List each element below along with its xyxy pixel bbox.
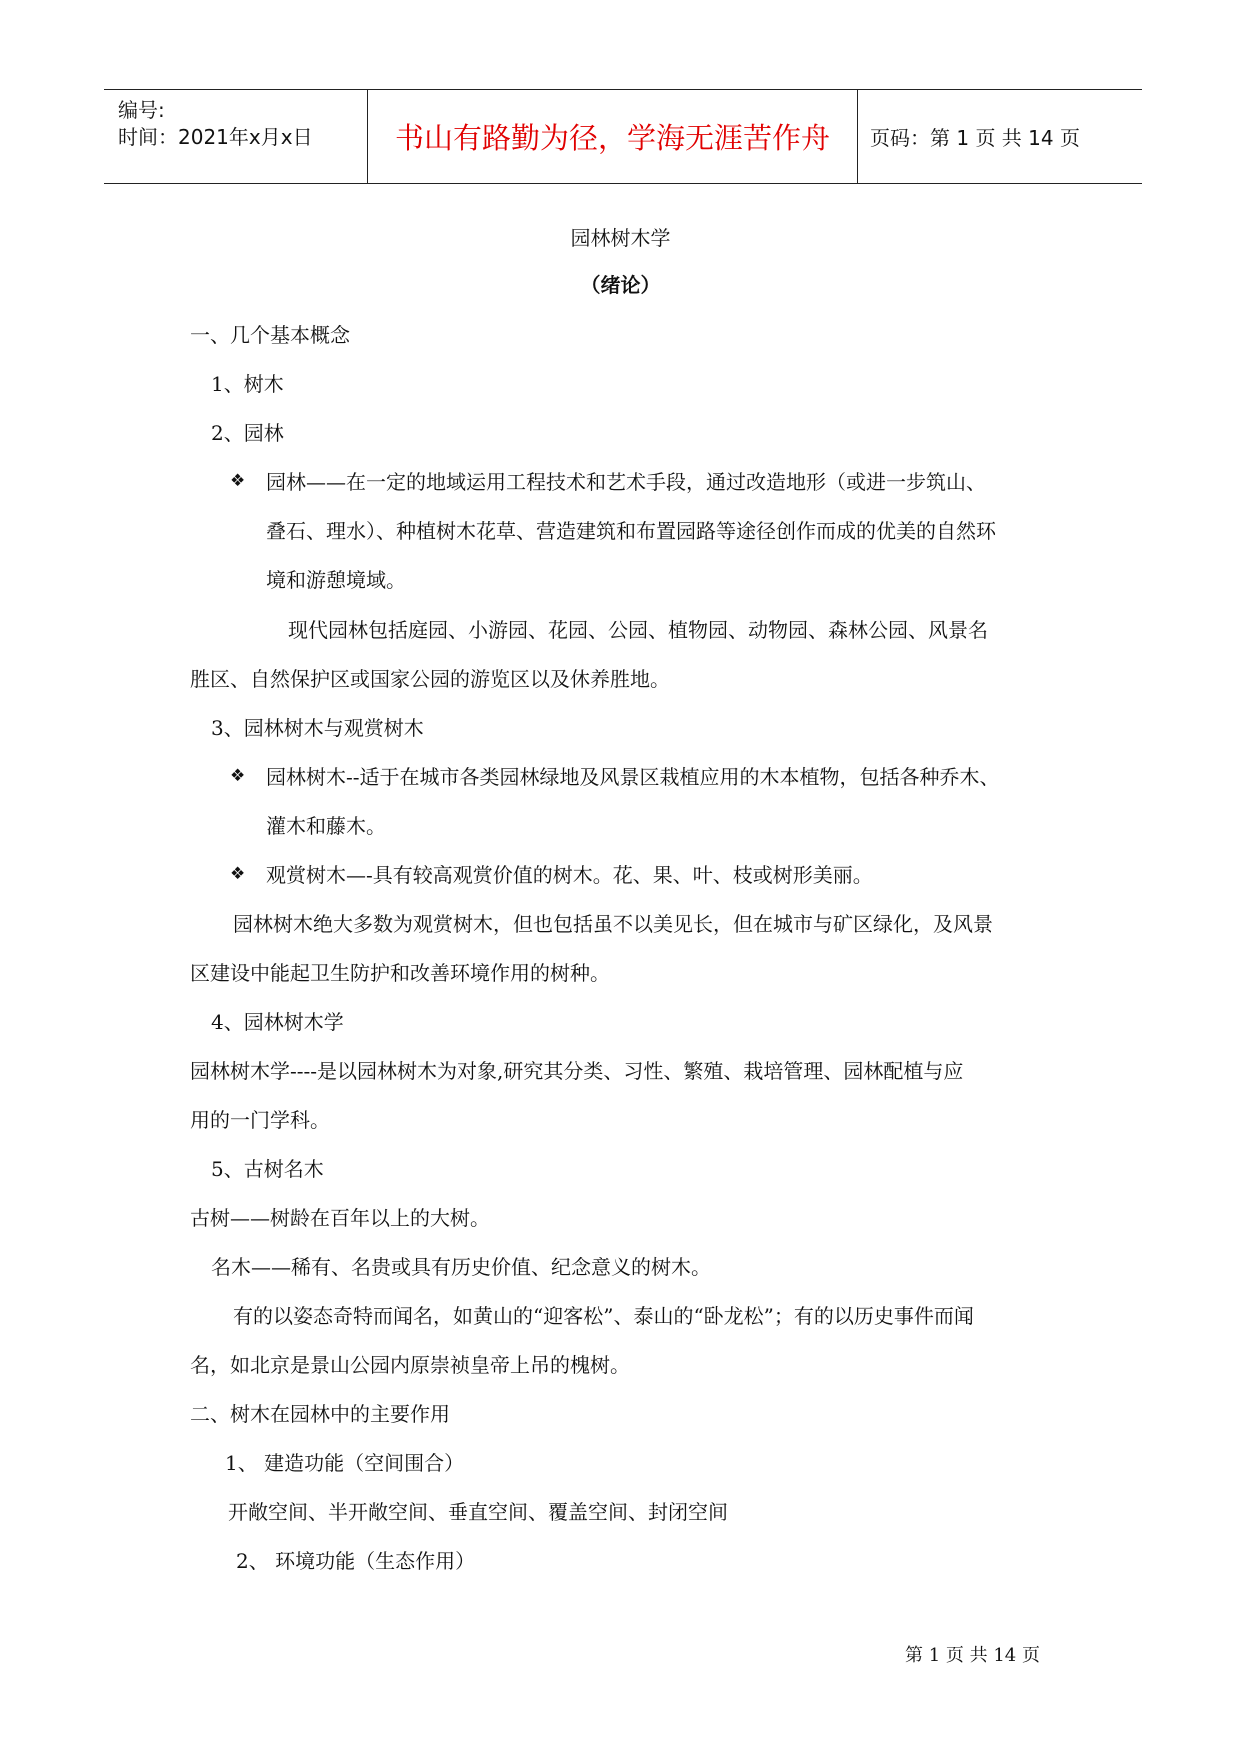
subsection-heading: 2、 环境功能（生态作用） bbox=[236, 1549, 476, 1573]
paragraph-line: 胜区、自然保护区或国家公园的游览区以及休养胜地。 bbox=[190, 667, 670, 691]
header-table bbox=[104, 89, 1142, 184]
subsection-heading: 1、树木 bbox=[211, 372, 284, 396]
paragraph-line: 观赏树木—-具有较高观赏价值的树木。花、果、叶、枝或树形美丽。 bbox=[266, 863, 873, 887]
paragraph-line: 园林——在一定的地域运用工程技术和艺术手段，通过改造地形（或进一步筑山、 bbox=[266, 470, 986, 494]
footer-page-number: 第 1 页 共 14 页 bbox=[905, 1645, 1040, 1666]
paragraph-line: 园林树木--适于在城市各类园林绿地及风景区栽植应用的木本植物，包括各种乔木、 bbox=[266, 765, 1000, 789]
paragraph-line: 叠石、理水）、种植树木花草、营造建筑和布置园路等途径创作而成的优美的自然环 bbox=[266, 519, 996, 543]
doc-subtitle: （绪论） bbox=[580, 273, 661, 297]
subsection-heading: 5、古树名木 bbox=[211, 1157, 324, 1181]
paragraph-line: 有的以姿态奇特而闻名，如黄山的“迎客松”、泰山的“卧龙松”；有的以历史事件而闻 bbox=[233, 1304, 974, 1328]
diamond-bullet-icon: ❖ bbox=[230, 766, 246, 786]
header-motto-cell bbox=[368, 90, 858, 183]
header-info-cell bbox=[104, 90, 368, 183]
number-label: 编号: bbox=[118, 98, 165, 122]
paragraph-line: 用的一门学科。 bbox=[190, 1108, 330, 1132]
paragraph-line: 古树——树龄在百年以上的大树。 bbox=[190, 1206, 490, 1230]
paragraph-line: 名，如北京是景山公园内原崇祯皇帝上吊的槐树。 bbox=[190, 1353, 630, 1377]
paragraph-line: 现代园林包括庭园、小游园、花园、公园、植物园、动物园、森林公园、风景名 bbox=[288, 618, 988, 642]
diamond-bullet-icon: ❖ bbox=[230, 471, 246, 491]
subsection-heading: 4、园林树木学 bbox=[211, 1010, 344, 1034]
paragraph-line: 园林树木绝大多数为观赏树木，但也包括虽不以美见长，但在城市与矿区绿化，及风景 bbox=[233, 912, 993, 936]
subsection-heading: 2、园林 bbox=[211, 421, 284, 445]
section-heading: 一、几个基本概念 bbox=[190, 323, 350, 347]
paragraph-line: 名木——稀有、名贵或具有历史价值、纪念意义的树木。 bbox=[211, 1255, 711, 1279]
subsection-heading: 1、 建造功能（空间围合） bbox=[225, 1451, 465, 1475]
paragraph-line: 园林树木学----是以园林树木为对象,研究其分类、习性、繁殖、栽培管理、园林配植与应 bbox=[190, 1059, 964, 1083]
paragraph-line: 灌木和藤木。 bbox=[266, 814, 386, 838]
header-page-cell bbox=[858, 90, 1142, 183]
paragraph-line: 境和游憩境域。 bbox=[266, 568, 406, 592]
subsection-heading: 3、园林树木与观赏树木 bbox=[211, 716, 424, 740]
diamond-bullet-icon: ❖ bbox=[230, 864, 246, 884]
paragraph-line: 区建设中能起卫生防护和改善环境作用的树种。 bbox=[190, 961, 610, 985]
doc-title: 园林树木学 bbox=[570, 226, 671, 250]
section-heading: 二、树木在园林中的主要作用 bbox=[190, 1402, 450, 1426]
paragraph-line: 开敞空间、半开敞空间、垂直空间、覆盖空间、封闭空间 bbox=[228, 1500, 728, 1524]
time-label: 时间：2021年x月x日 bbox=[118, 125, 313, 149]
motto-text: 书山有路勤为径，学海无涯苦作舟 bbox=[394, 121, 830, 155]
header-page-label: 页码：第 1 页 共 14 页 bbox=[870, 126, 1080, 150]
